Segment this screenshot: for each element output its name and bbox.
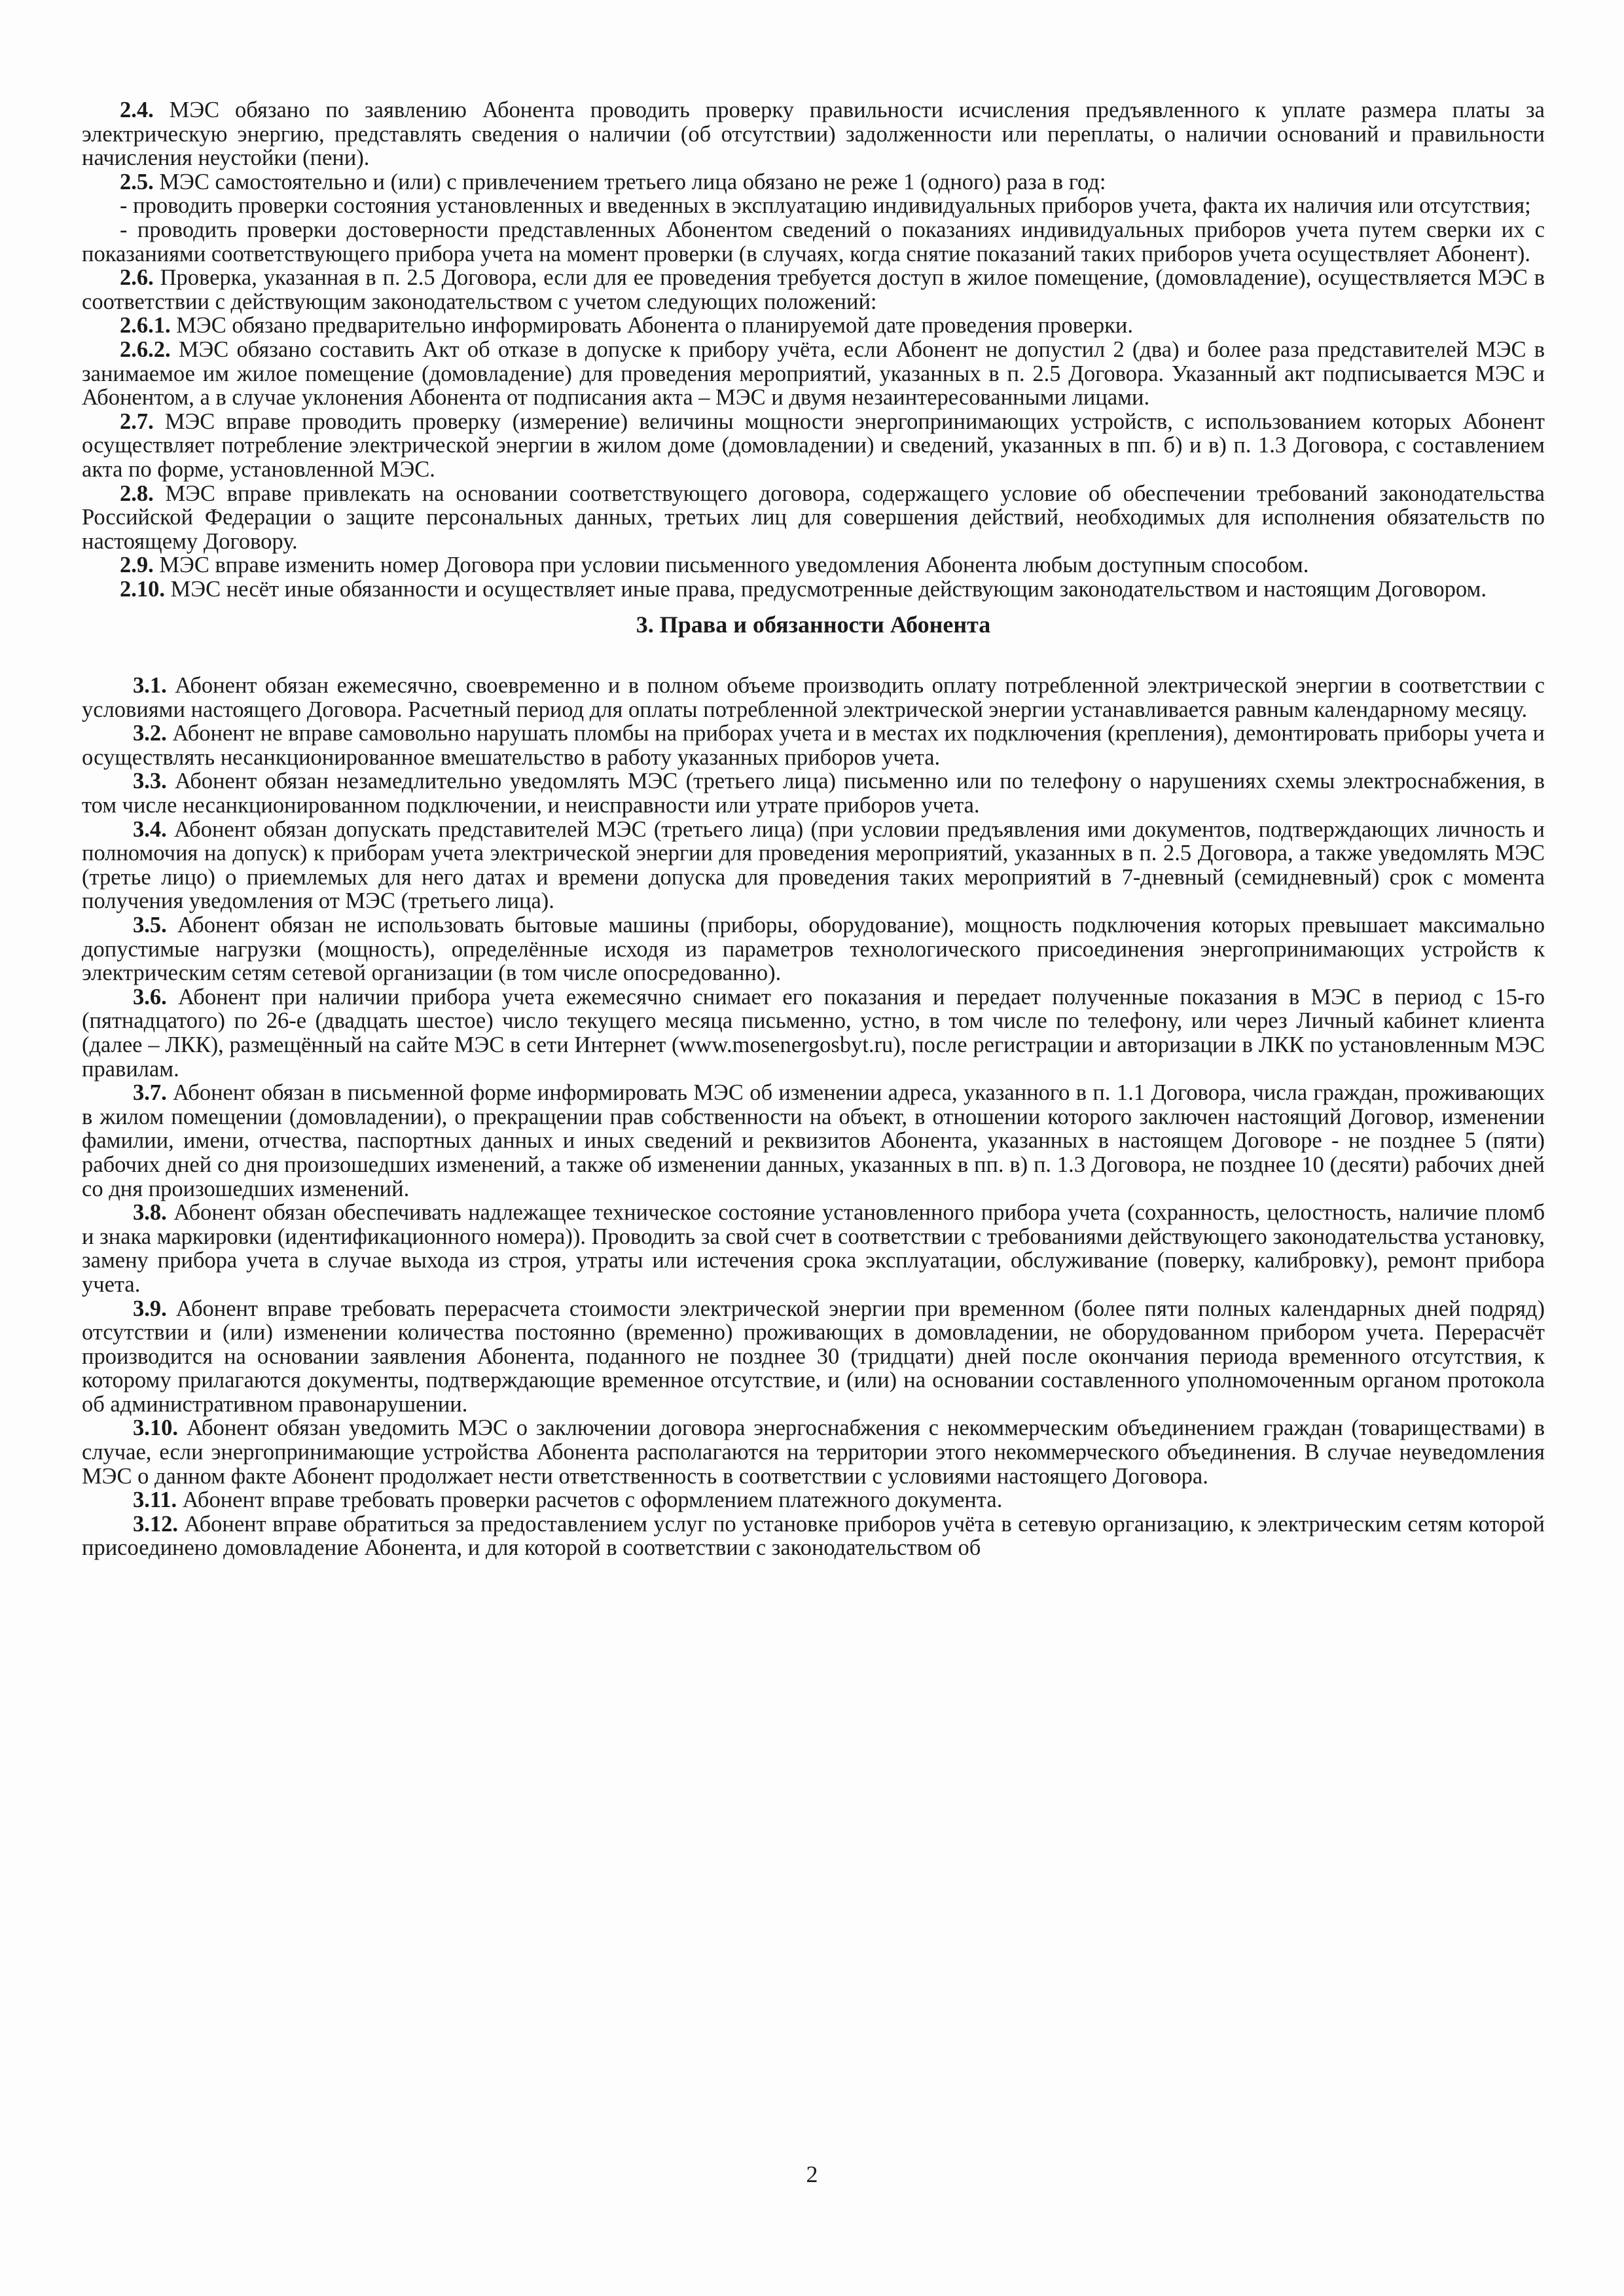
- paragraph: [82, 913, 1545, 985]
- document-body: [82, 98, 1545, 1560]
- paragraph: [82, 1488, 1545, 1512]
- clause-number: 2.6.2.: [120, 337, 171, 362]
- section-title: 3. Права и обязанности Абонента: [636, 611, 991, 638]
- clause-text: Абонент обязан в письменной форме информировать МЭС об изменении адреса, указанного в п. 1.1 Договора, числа граждан, проживающих в жилом помещении (домовладении), о прекращении прав собственности на объект, в отношении которого заключен настоящий Договор, изменении фамилии, имени, отчества, паспортных данных и иных сведений и реквизитов Абонента, указанных в настоящем Договоре - не позднее 5 (пяти) рабочих дней со дня произошедших изменений, а также об изменении данных, указанных в пп. в) п. 1.3 Договора, не позднее 10 (десяти) рабочих дней со дня произошедших изменений.: [82, 1080, 1545, 1201]
- clause-number: 3.9.: [133, 1296, 167, 1321]
- clause-number: 3.11.: [133, 1487, 177, 1513]
- paragraph: [82, 577, 1545, 602]
- clause-number: 3.12.: [133, 1511, 178, 1537]
- clause-number: 3.1.: [133, 673, 167, 699]
- paragraph: [82, 482, 1545, 554]
- clause-text: Абонент обязан ежемесячно, своевременно и в полном объеме производить оплату потребленной электрической энергии в соответствии с условиями настоящего Договора. Расчетный период для оплаты потребленной электрической энергии устанавливается равным календарному месяцу.: [82, 673, 1545, 722]
- clause-number: 3.4.: [133, 816, 167, 842]
- clause-number: 3.8.: [133, 1200, 167, 1226]
- section-3-paragraphs: [82, 674, 1545, 1560]
- clause-number: 3.3.: [133, 769, 167, 794]
- clause-number: 2.9.: [120, 553, 154, 578]
- clause-number: 2.10.: [120, 576, 165, 602]
- section-2-paragraphs: [82, 98, 1545, 601]
- paragraph: [82, 218, 1545, 266]
- clause-number: 3.2.: [133, 721, 167, 746]
- paragraph: [82, 1081, 1545, 1201]
- clause-text: Абонент вправе требовать перерасчета стоимости электрической энергии при временном (более пяти полных календарных дней подряд) отсутствии и (или) изменении количества постоянно (временно) проживающих в домовладении, не оборудованном прибором учета. Перерасчёт производится на основании заявления Абонента, поданного не позднее 30 (тридцати) дней после окончания периода временного отсутствия, к которому прилагаются документы, подтверждающие временное отсутствие, и (или) на основании составленного уполномоченным органом протокола об административном правонарушении.: [82, 1296, 1545, 1417]
- paragraph: [82, 1512, 1545, 1560]
- clause-text: - проводить проверки достоверности представленных Абонентом сведений о показаниях индивидуальных приборов учета путем сверки их с показаниями соответствующего прибора учета на момент проверки (в случаях, когда снятие показаний таких приборов учета осуществляет Абонент).: [82, 217, 1545, 266]
- clause-text: Проверка, указанная в п. 2.5 Договора, если для ее проведения требуется доступ в жилое помещение, (домовладение), осуществляется МЭС в соответствии с действующим законодательством с учетом следующих положений:: [82, 265, 1545, 314]
- clause-number: 2.8.: [120, 481, 154, 506]
- clause-text: МЭС обязано по заявлению Абонента проводить проверку правильности исчисления предъявленного к уплате размера платы за электрическую энергию, представлять сведения о наличии (об отсутствии) задолженности или переплаты, о наличии оснований и правильности начисления неустойки (пени).: [82, 98, 1545, 171]
- clause-number: 2.6.: [120, 265, 154, 291]
- clause-text: Абонент вправе требовать проверки расчетов с оформлением платежного документа.: [177, 1487, 1003, 1513]
- paragraph: [82, 1297, 1545, 1417]
- clause-number: 3.5.: [133, 913, 167, 938]
- paragraph: [82, 1201, 1545, 1296]
- clause-number: 2.6.1.: [120, 313, 171, 338]
- paragraph: [82, 721, 1545, 769]
- clause-text: МЭС вправе привлекать на основании соответствующего договора, содержащего условие об обеспечении требований законодательства Российской Федерации о защите персональных данных, третьих лиц для совершения действий, необходимых для исполнения обязательств по настоящему Договору.: [82, 481, 1545, 554]
- clause-text: Абонент обязан обеспечивать надлежащее техническое состояние установленного прибора учета (сохранность, целостность, наличие пломб и знака маркировки (идентификационного номера)). Проводить за свой счет в соответствии с требованиями действующего законодательства установку, замену прибора учета в случае выхода из строя, утраты или истечения срока эксплуатации, обслуживание (поверку, калибровку), ремонт прибора учета.: [82, 1200, 1545, 1297]
- clause-text: Абонент обязан уведомить МЭС о заключении договора энергоснабжения с некоммерческим объединением граждан (товариществами) в случае, если энергопринимающие устройства Абонента располагаются на территории этого некоммерческого объединения. В случае неуведомления МЭС о данном факте Абонент продолжает нести ответственность в соответствии с условиями настоящего Договора.: [82, 1415, 1545, 1489]
- paragraph: [82, 266, 1545, 314]
- clause-number: 3.6.: [133, 984, 167, 1010]
- clause-number: 2.4.: [120, 98, 154, 122]
- paragraph: [82, 338, 1545, 410]
- clause-text: Абонент обязан допускать представителей МЭС (третьего лица) (при условии предъявления ими документов, подтверждающих личность и полномочия на допуск) к приборам учета электрической энергии для проведения мероприятий, указанных в п. 2.5 Договора, а также уведомлять МЭС (третье лицо) о приемлемых для него датах и времени допуска для проведения таких мероприятий в 7-дневный (семидневный) срок с момента получения уведомления от МЭС (третьего лица).: [82, 816, 1545, 914]
- paragraph: [82, 1416, 1545, 1488]
- clause-text: МЭС самостоятельно и (или) с привлечением третьего лица обязано не реже 1 (одного) раза в год:: [153, 169, 1106, 194]
- clause-text: Абонент обязан не использовать бытовые машины (приборы, оборудование), мощность подключения которых превышает максимально допустимые нагрузки (мощность), определённые исходя из параметров технологического присоединения энергопринимающих устройств к электрическим сетям сетевой организации (в том числе опосредованно).: [82, 913, 1545, 986]
- clause-text: МЭС обязано предварительно информировать Абонента о планируемой дате проведения проверки.: [170, 313, 1133, 338]
- paragraph: [82, 818, 1545, 913]
- clause-text: Абонент обязан незамедлительно уведомлять МЭС (третьего лица) письменно или по телефону о нарушениях схемы электроснабжения, в том числе несанкционированном подключении, и неисправности или утрате приборов учета.: [82, 769, 1545, 818]
- clause-text: Абонент вправе обратиться за предоставлением услуг по установке приборов учёта в сетевую организацию, к электрическим сетям которой присоединено домовладение Абонента, и для которой в соответствии с законодательством об: [82, 1511, 1545, 1561]
- clause-text: - проводить проверки состояния установленных и введенных в эксплуатацию индивидуальных приборов учета, факта их наличия или отсутствия;: [120, 193, 1531, 219]
- paragraph: [82, 170, 1545, 194]
- clause-text: МЭС несёт иные обязанности и осуществляет иные права, предусмотренные действующим законодательством и настоящим Договором.: [165, 576, 1487, 602]
- clause-text: Абонент не вправе самовольно нарушать пломбы на приборах учета и в местах их подключения (крепления), демонтировать приборы учета и осуществлять несанкционированное вмешательство в работу указанных приборов учета.: [82, 721, 1545, 770]
- clause-number: 2.7.: [120, 409, 154, 434]
- clause-number: 2.5.: [120, 169, 154, 194]
- clause-text: Абонент при наличии прибора учета ежемесячно снимает его показания и передает полученные показания в МЭС в период с 15-го (пятнадцатого) по 26-е (двадцать шестое) число текущего месяца письменно, устно, в том числе по телефону, или через Личный кабинет клиента (далее – ЛКК), размещённый на сайте МЭС в сети Интернет (www.mosenergosbyt.ru), после регистрации и авторизации в ЛКК по установленным МЭС правилам.: [82, 984, 1545, 1082]
- page-number: 2: [806, 2161, 818, 2187]
- clause-number: 3.7.: [133, 1080, 167, 1106]
- paragraph: [82, 769, 1545, 817]
- clause-text: МЭС вправе изменить номер Договора при условии письменного уведомления Абонента любым доступным способом.: [153, 553, 1309, 578]
- clause-text: МЭС обязано составить Акт об отказе в допуске к прибору учёта, если Абонент не допустил 2 (два) и более раза представителей МЭС в занимаемое им жилое помещение (домовладение) для проведения мероприятий, указанных в п. 2.5 Договора. Указанный акт подписывается МЭС и Абонентом, а в случае уклонения Абонента от подписания акта – МЭС и двумя незаинтересованными лицами.: [82, 337, 1545, 410]
- paragraph: [82, 674, 1545, 721]
- clause-number: 3.10.: [133, 1415, 178, 1441]
- paragraph: [82, 985, 1545, 1081]
- clause-text: МЭС вправе проводить проверку (измерение) величины мощности энергопринимающих устройств, с использованием которых Абонент осуществляет потребление электрической энергии в жилом доме (домовладении) и сведений, указанных в пп. б) и в) п. 1.3 Договора, с составлением акта по форме, установленной МЭС.: [82, 409, 1545, 482]
- paragraph: [82, 410, 1545, 482]
- paragraph: [82, 194, 1545, 218]
- paragraph: [82, 553, 1545, 577]
- paragraph: [82, 98, 1545, 170]
- paragraph: [82, 314, 1545, 338]
